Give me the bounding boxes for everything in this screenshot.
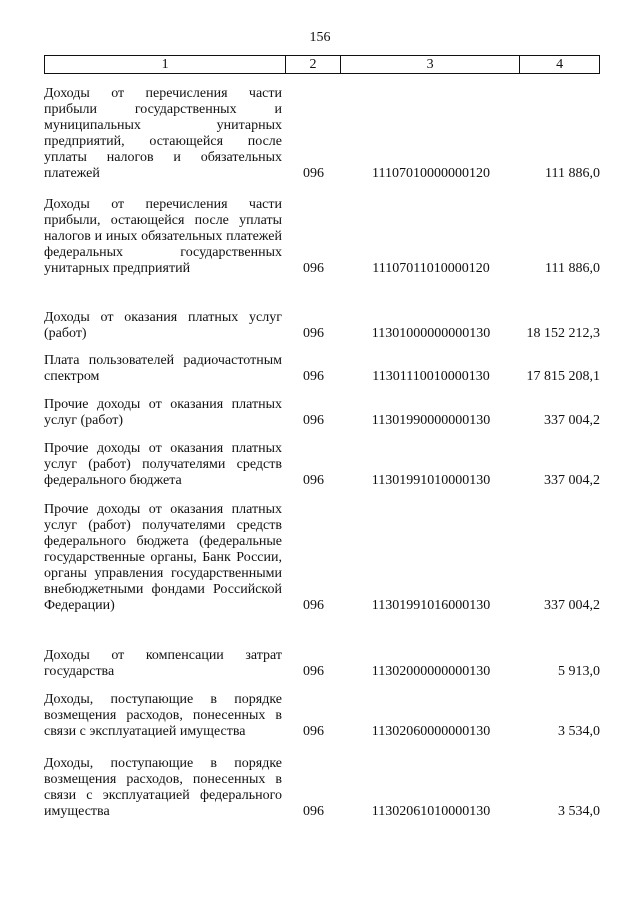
- table-row: [44, 310, 600, 342]
- row-description: Доходы от компенсации затрат государства: [44, 648, 282, 679]
- header-col-4: 4: [556, 56, 564, 72]
- row-description: Доходы от перечисления части прибыли государственных и муниципальных унитарных предприятий, остающейся после уплаты налогов и обязательных платежей: [44, 86, 282, 181]
- row-description: Прочие доходы от оказания платных услуг (работ) получателями средств федерального бюджета (федеральные государственные органы, Банк России, органы управления государственными внебюджетными фондами Российской Федерации): [44, 502, 282, 613]
- row-code: 096: [303, 166, 324, 181]
- row-kbk: 11301991016000130: [371, 598, 491, 613]
- row-amount: 18 152 212,3: [526, 326, 600, 341]
- row-amount: 337 004,2: [544, 473, 600, 488]
- row-description: Доходы от перечисления части прибыли, остающейся после уплаты налогов и иных обязательных платежей федеральных государственных унитарных предприятий: [44, 197, 282, 276]
- row-description: Плата пользователей радиочастотным спектром: [44, 353, 282, 384]
- header-col-1: 1: [45, 56, 286, 73]
- row-kbk: 11301110010000130: [372, 369, 490, 384]
- row-code: 096: [303, 664, 324, 679]
- row-amount: 337 004,2: [544, 413, 600, 428]
- table-row: [44, 756, 600, 820]
- row-kbk: 11302000000000130: [371, 664, 491, 679]
- row-description: Прочие доходы от оказания платных услуг (работ): [44, 397, 282, 428]
- row-description: Доходы, поступающие в порядке возмещения расходов, понесенных в связи с эксплуатацией федерального имущества: [44, 756, 282, 819]
- row-amount: 111 886,0: [545, 261, 600, 276]
- table-row: [44, 397, 600, 429]
- row-code: 096: [303, 804, 324, 819]
- row-kbk: 11302061010000130: [371, 804, 491, 819]
- row-kbk: 11301990000000130: [371, 413, 491, 428]
- table-header: [44, 55, 600, 74]
- header-col-3: 3: [341, 56, 520, 73]
- table-row: [44, 353, 600, 385]
- row-description: Доходы от оказания платных услуг (работ): [44, 310, 282, 341]
- header-col-2: 2: [286, 56, 341, 73]
- table-row: [44, 502, 600, 614]
- row-kbk: 11107011010000120: [372, 261, 490, 276]
- table-row: [44, 197, 600, 277]
- row-description: Прочие доходы от оказания платных услуг (работ) получателями средств федерального бюджета: [44, 441, 282, 488]
- row-code: 096: [303, 473, 324, 488]
- row-amount: 111 886,0: [545, 166, 600, 181]
- table-row: [44, 648, 600, 680]
- row-amount: 337 004,2: [544, 598, 600, 613]
- table-row: [44, 692, 600, 740]
- row-kbk: 11301991010000130: [371, 473, 491, 488]
- row-amount: 3 534,0: [558, 724, 600, 739]
- table-row: [44, 441, 600, 489]
- row-code: 096: [303, 326, 324, 341]
- row-amount: 5 913,0: [558, 664, 600, 679]
- row-kbk: 11301000000000130: [371, 326, 491, 341]
- page-number: 156: [309, 30, 331, 45]
- row-amount: 3 534,0: [558, 804, 600, 819]
- row-kbk: 11302060000000130: [371, 724, 491, 739]
- row-code: 096: [303, 261, 324, 276]
- row-amount: 17 815 208,1: [526, 369, 600, 384]
- row-code: 096: [303, 598, 324, 613]
- row-description: Доходы, поступающие в порядке возмещения расходов, понесенных в связи с эксплуатацией имущества: [44, 692, 282, 739]
- row-code: 096: [303, 724, 324, 739]
- row-code: 096: [303, 413, 324, 428]
- row-kbk: 11107010000000120: [372, 166, 490, 181]
- row-code: 096: [303, 369, 324, 384]
- table-row: [44, 86, 600, 182]
